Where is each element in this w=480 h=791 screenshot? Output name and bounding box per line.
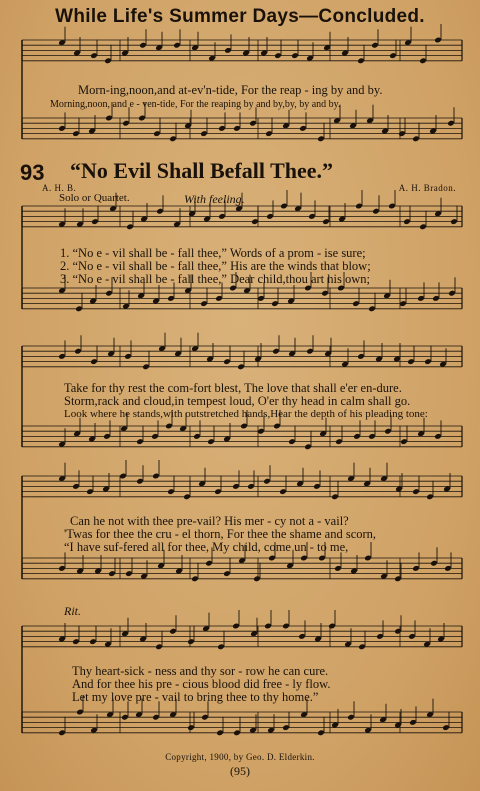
- system4-verse1: Thy heart-sick - ness and thy sor - row he can cure.: [72, 664, 329, 678]
- ritardando-mark: Rit.: [64, 604, 81, 618]
- music-by: A. H. Bradon.: [398, 183, 456, 193]
- system2-verse2: Storm,rack and cloud,in tempest loud, O'er thy head in calm shall go.: [64, 394, 411, 408]
- system2-verse3: Look where he stands,with outstretched hands,Hear the depth of his pleading tone:: [64, 408, 428, 420]
- system4-verse3: Let my love pre - vail to bring thee to thy home.”: [72, 690, 319, 704]
- system1-verse3: 3. “No e - vil shall be - fall thee,” Dear child,thou art his own;: [60, 272, 370, 286]
- system4-verse2: And for thee his pre - cious blood did free - ly flow.: [72, 677, 331, 691]
- voicing: Solo or Quartet.: [59, 192, 130, 204]
- page-number: (95): [230, 764, 250, 778]
- prev-lyric-line-2: Morning,noon, and e - ven-tide, For the reaping by and by,by, by and by.: [50, 99, 341, 110]
- system3-verse2: 'Twas for thee the cru - el thorn, For thee the shame and scorn,: [64, 527, 377, 541]
- hymn-number: 93: [20, 160, 45, 185]
- prev-lyric-line-1: Morn-ing,noon,and at-ev'n-tide, For the reap - ing by and by.: [78, 83, 383, 97]
- words-by: A. H. B.: [42, 183, 77, 193]
- system2-verse1: Take for thy rest the com-fort blest, The love that shall e'er en-dure.: [64, 381, 402, 395]
- system3-verse1: Can he not with thee pre-vail? His mer - cy not a - vail?: [70, 514, 349, 528]
- expression-mark: With feeling.: [184, 192, 245, 206]
- system3-verse3: “I have suf-fered all for thee, My child, come un - to me,: [64, 540, 349, 554]
- system1-verse1: 1. “No e - vil shall be - fall thee,” Words of a prom - ise sure;: [60, 246, 366, 260]
- hymn-title: “No Evil Shall Befall Thee.”: [70, 158, 334, 183]
- copyright-notice: Copyright, 1900, by Geo. D. Elderkin.: [165, 752, 315, 762]
- previous-hymn-title: While Life's Summer Days—Concluded.: [55, 6, 425, 27]
- system1-verse2: 2. “No e - vil shall be - fall thee,” His are the winds that blow;: [60, 259, 371, 273]
